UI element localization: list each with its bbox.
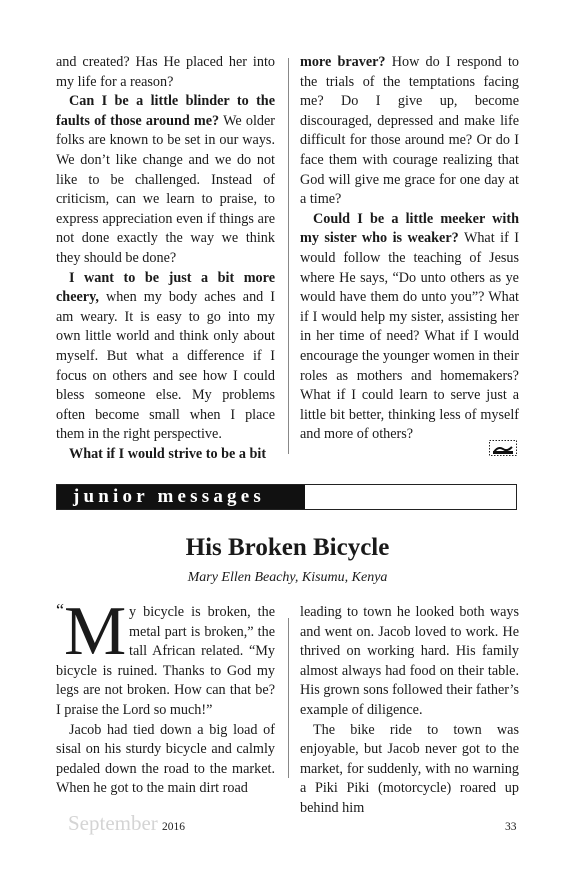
paragraph xyxy=(56,53,275,92)
paragraph-text: y bicycle is broken, the metal part is broken,” the tall African related. “My bicycle is ruined. Thanks to God my legs are not broken. How can that be? I praise the Lord so much!” xyxy=(56,604,275,718)
paragraph-text: Jacob had tied down a big load of sisal on his sturdy bicycle and calmly pedaled down the road to the market. When he got to the main dirt road xyxy=(56,721,275,797)
column-top-right xyxy=(300,53,519,445)
column-bottom-left xyxy=(56,593,275,799)
drop-cap xyxy=(56,593,127,670)
paragraph-lead: What if I would strive to be a bit xyxy=(69,445,267,462)
column-bottom-right xyxy=(300,603,519,819)
paragraph-text: leading to town he looked both ways and went on. Jacob loved to work. He thrived on working hard. His family almost always had food on their table. His grown sons followed their father’s example of diligence. xyxy=(300,604,519,718)
paragraph-lead: I want to be just a bit more cheery, xyxy=(56,269,275,306)
paragraph xyxy=(300,53,519,210)
section-banner xyxy=(56,484,517,510)
paragraph-lead: more braver? xyxy=(300,54,386,70)
footer-month: September xyxy=(68,811,158,835)
paragraph xyxy=(56,593,275,721)
column-divider xyxy=(288,618,289,778)
article-byline: Mary Ellen Beachy, Kisumu, Kenya xyxy=(187,570,388,585)
paragraph-lead: Could I be a little meeker with my sister who is weaker? xyxy=(300,210,519,247)
footer-year: 2016 xyxy=(162,821,185,833)
paragraph xyxy=(56,445,275,465)
paragraph xyxy=(300,721,519,819)
drop-cap-letter: M xyxy=(64,593,127,670)
paragraph-lead: Can I be a little blinder to the faults of those around me? xyxy=(56,93,275,129)
end-of-article-icon xyxy=(489,440,517,456)
paragraph-text: and created? Has He placed her into my life for a reason? xyxy=(56,54,275,90)
column-top-left xyxy=(56,53,275,464)
paragraph xyxy=(300,210,519,445)
column-divider xyxy=(288,58,289,454)
paragraph-text: We older folks are known to be set in our ways. We don’t like change and we do not like to be challenged. Instead of criticism, can we learn to praise, to express appreciation even if things are not done exactly the way we think they should be done? xyxy=(56,112,275,266)
article-title: His Broken Bicycle xyxy=(185,534,390,561)
paragraph xyxy=(300,603,519,721)
drop-cap-quote: “ xyxy=(56,600,64,620)
paragraph xyxy=(56,721,275,799)
paragraph xyxy=(56,269,275,445)
paragraph-text: The bike ride to town was enjoyable, but Jacob never got to the market, for suddenly, with no warning a Piki Piki (motorcycle) roared up behind him xyxy=(300,721,519,816)
page-number: 33 xyxy=(505,821,517,833)
paragraph-text: How do I respond to the trials of the temptations facing me? Do I give up, become discouraged, depressed and make life difficult for those around me? Or do I face them with courage realizing that God will give me grace for one day at a time? xyxy=(300,54,519,208)
paragraph xyxy=(56,92,275,268)
paragraph-text: when my body aches and I am weary. It is easy to go into my own little world and think only about myself. But what a difference if I focus on others and see how I could bless someone else. My problems often become small when I place them in the right perspective. xyxy=(56,289,275,443)
section-banner-label: junior messages xyxy=(73,486,265,507)
paragraph-text: What if I would follow the teaching of Jesus where He says, “Do unto others as ye would have them do unto you”? What if I would help my sister, assisting her in her time of need? What if I would encourage the younger women in their roles as mothers and homemakers? What if I could learn to serve just a little bit better, thinking less of myself and more of others? xyxy=(300,230,519,443)
